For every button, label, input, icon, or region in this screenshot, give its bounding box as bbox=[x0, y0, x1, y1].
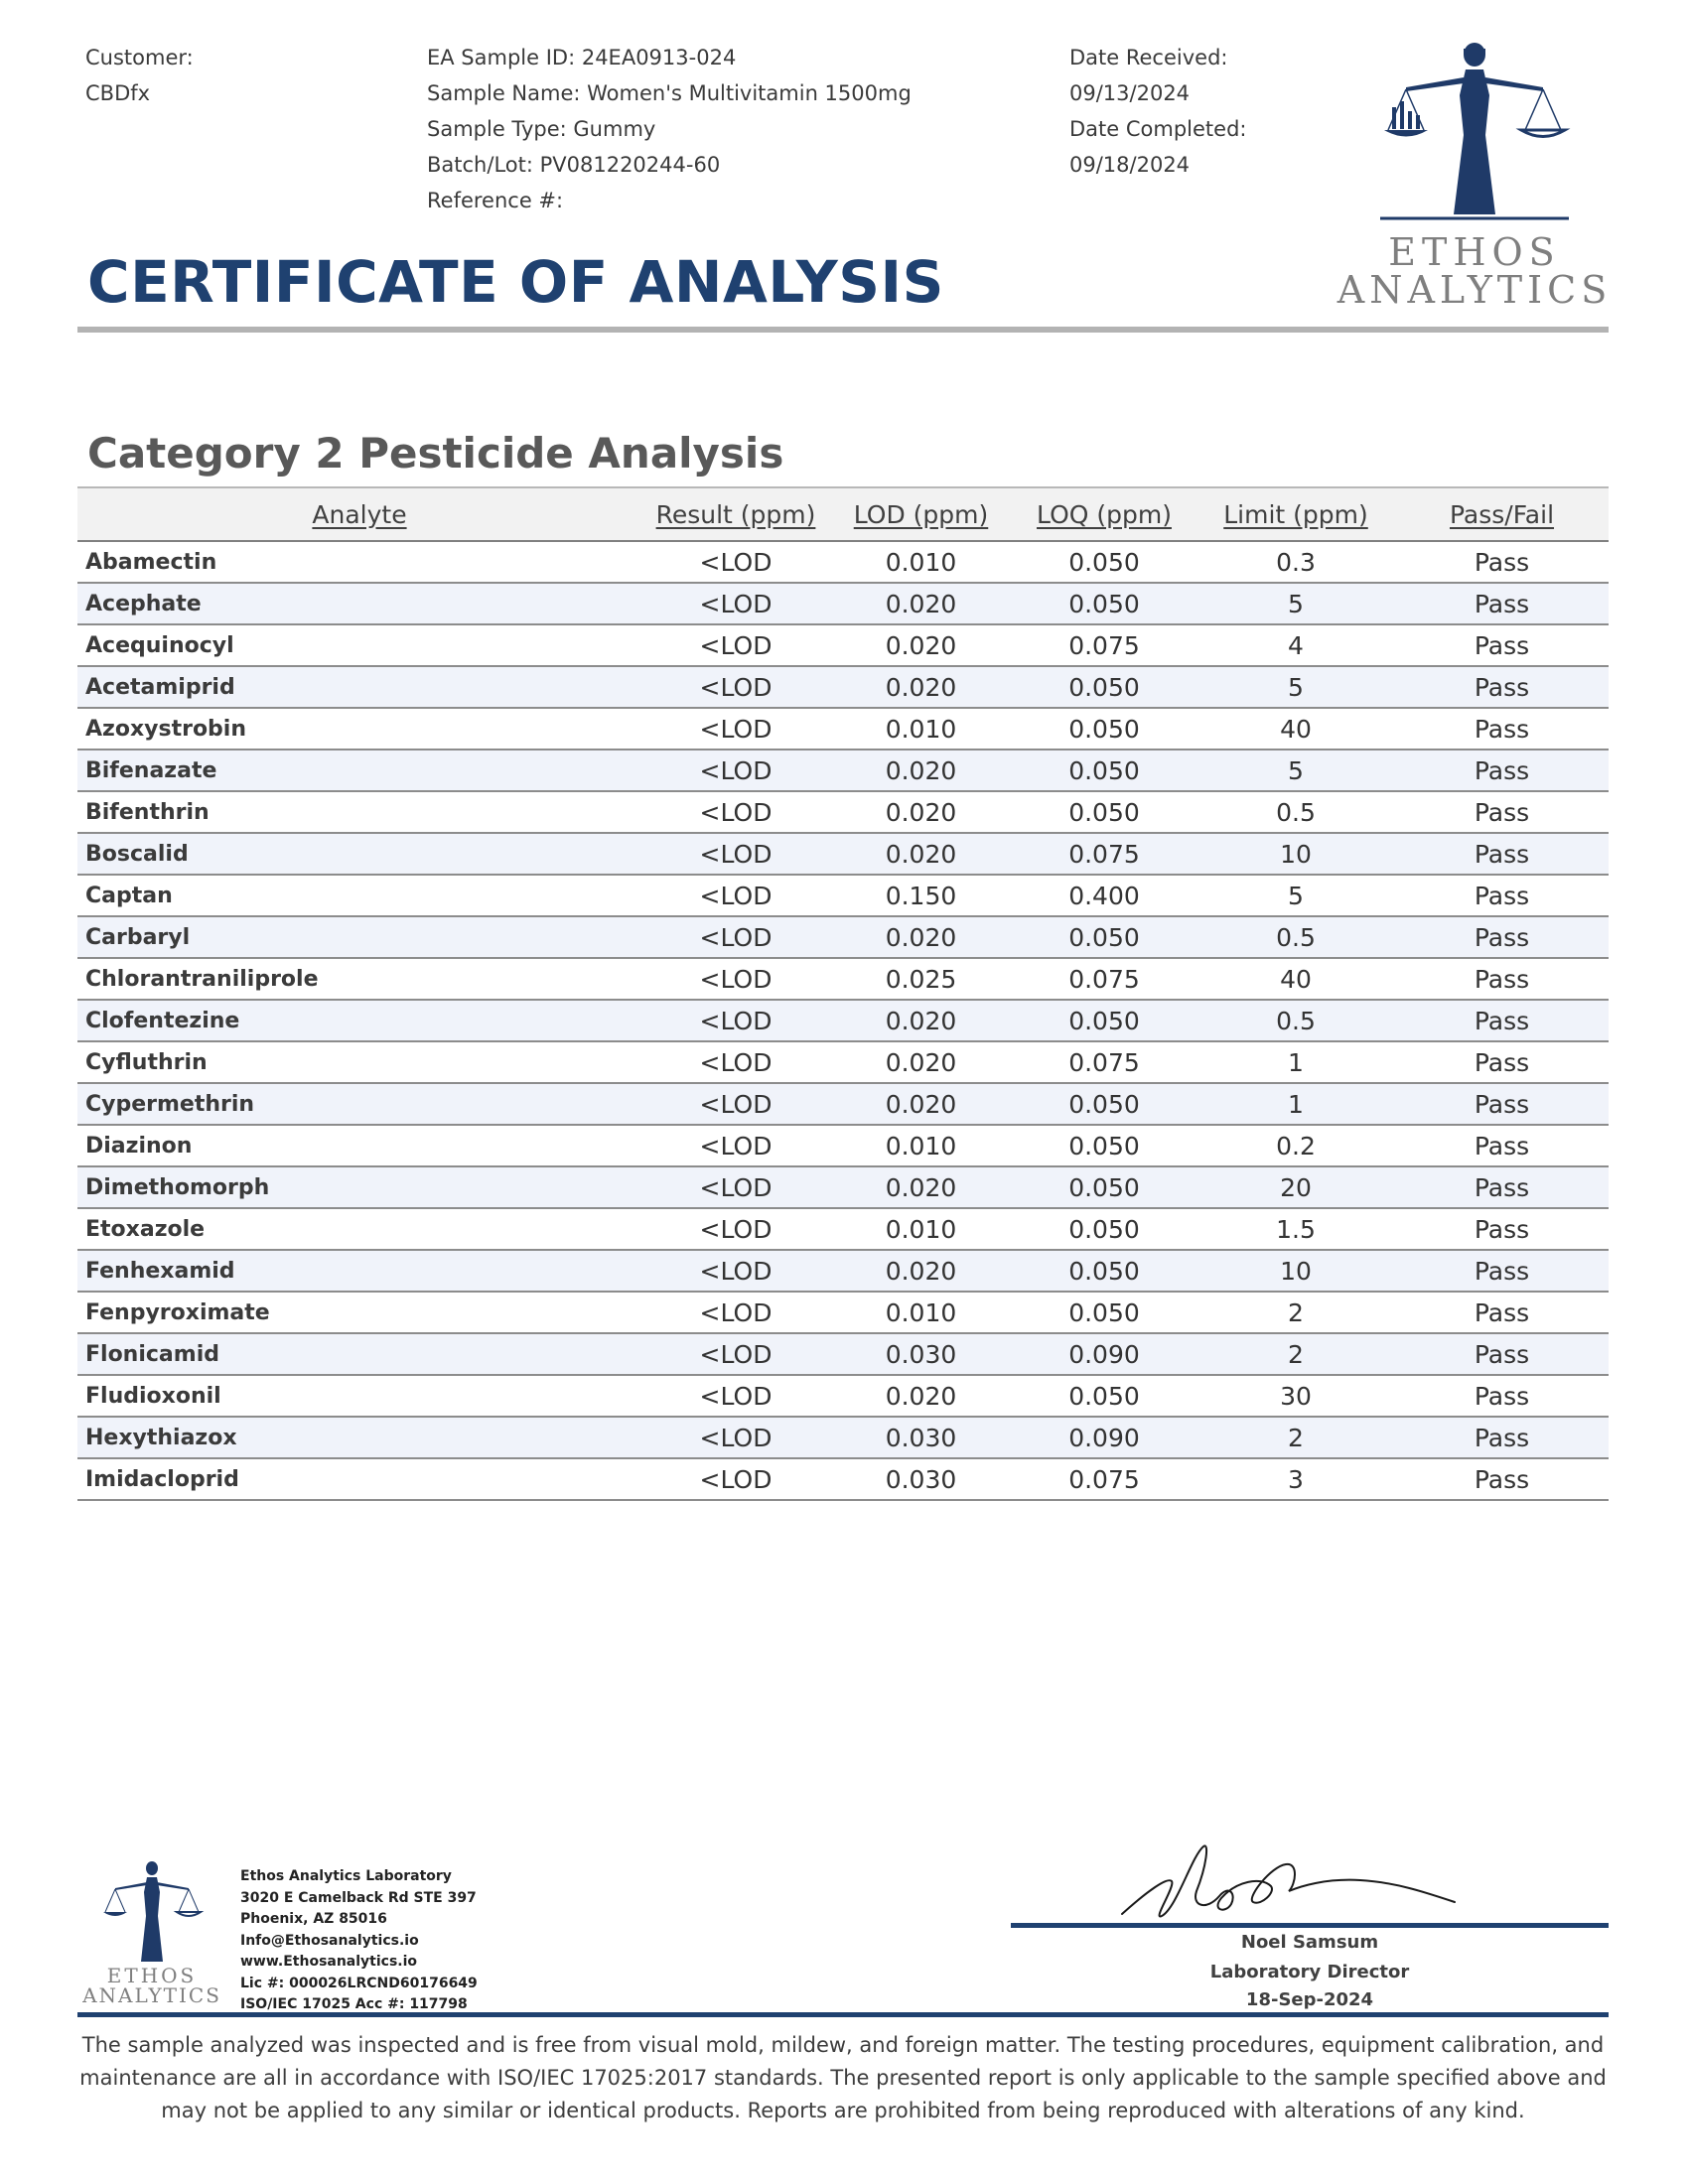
result-cell: <LOD bbox=[641, 708, 830, 750]
lod-cell: 0.020 bbox=[830, 1000, 1012, 1041]
loq-cell: 0.050 bbox=[1012, 916, 1196, 958]
footer-logo-text-analytics: ANALYTICS bbox=[82, 1983, 221, 2007]
limit-cell: 2 bbox=[1196, 1292, 1395, 1333]
analyte-cell: Cypermethrin bbox=[77, 1083, 641, 1125]
limit-cell: 0.5 bbox=[1196, 791, 1395, 833]
loq-cell: 0.050 bbox=[1012, 791, 1196, 833]
lod-cell: 0.010 bbox=[830, 1125, 1012, 1166]
analyte-cell: Acephate bbox=[77, 583, 641, 624]
column-header-analyte: Analyte bbox=[77, 487, 641, 541]
table-row bbox=[77, 1333, 1609, 1375]
result-cell: <LOD bbox=[641, 1041, 830, 1083]
limit-cell: 4 bbox=[1196, 624, 1395, 666]
result-cell: <LOD bbox=[641, 958, 830, 1000]
table-row bbox=[77, 1166, 1609, 1208]
result-cell: <LOD bbox=[641, 624, 830, 666]
pass-fail-cell: Pass bbox=[1395, 1417, 1609, 1458]
limit-cell: 1.5 bbox=[1196, 1208, 1395, 1250]
result-cell: <LOD bbox=[641, 916, 830, 958]
limit-cell: 40 bbox=[1196, 708, 1395, 750]
table-row bbox=[77, 791, 1609, 833]
limit-cell: 30 bbox=[1196, 1375, 1395, 1417]
loq-cell: 0.050 bbox=[1012, 708, 1196, 750]
limit-cell: 10 bbox=[1196, 833, 1395, 875]
lab-iso-accreditation: ISO/IEC 17025 Acc #: 117798 bbox=[240, 1996, 468, 2012]
pass-fail-cell: Pass bbox=[1395, 624, 1609, 666]
analyte-cell: Cyfluthrin bbox=[77, 1041, 641, 1083]
lod-cell: 0.020 bbox=[830, 1041, 1012, 1083]
table-row bbox=[77, 1000, 1609, 1041]
disclaimer-text: The sample analyzed was inspected and is free from visual mold, mildew, and foreign matter. The testing procedures, equipment calibration, and maintenance are all in accordance with ISO/IEC 17025:2017 standards. The presented report is only applicable to the sample specified above and may not be applied to any similar or identical products. Reports are prohibited from being reproduced with alterations of any kind. bbox=[79, 2033, 1607, 2122]
pass-fail-cell: Pass bbox=[1395, 1125, 1609, 1166]
analyte-cell: Hexythiazox bbox=[77, 1417, 641, 1458]
pass-fail-cell: Pass bbox=[1395, 1166, 1609, 1208]
result-cell: <LOD bbox=[641, 1417, 830, 1458]
table-row bbox=[77, 1083, 1609, 1125]
lod-cell: 0.020 bbox=[830, 833, 1012, 875]
loq-cell: 0.050 bbox=[1012, 1166, 1196, 1208]
table-row bbox=[77, 875, 1609, 916]
lod-cell: 0.030 bbox=[830, 1333, 1012, 1375]
analyte-cell: Bifenthrin bbox=[77, 791, 641, 833]
limit-cell: 2 bbox=[1196, 1417, 1395, 1458]
lod-cell: 0.010 bbox=[830, 708, 1012, 750]
pass-fail-cell: Pass bbox=[1395, 875, 1609, 916]
result-cell: <LOD bbox=[641, 1083, 830, 1125]
analyte-cell: Bifenazate bbox=[77, 750, 641, 791]
sign-date: 18-Sep-2024 bbox=[1245, 1989, 1374, 2010]
footer-logo bbox=[77, 1858, 226, 2017]
limit-cell: 5 bbox=[1196, 750, 1395, 791]
table-row bbox=[77, 916, 1609, 958]
result-cell: <LOD bbox=[641, 833, 830, 875]
customer-value: CBDfx bbox=[85, 81, 151, 105]
loq-cell: 0.050 bbox=[1012, 583, 1196, 624]
lod-cell: 0.020 bbox=[830, 624, 1012, 666]
pesticide-results-table bbox=[77, 486, 1609, 1501]
analyte-cell: Fenhexamid bbox=[77, 1250, 641, 1292]
pass-fail-cell: Pass bbox=[1395, 1333, 1609, 1375]
lod-cell: 0.020 bbox=[830, 750, 1012, 791]
result-cell: <LOD bbox=[641, 1250, 830, 1292]
limit-cell: 1 bbox=[1196, 1083, 1395, 1125]
title-divider bbox=[77, 327, 1609, 333]
lod-cell: 0.020 bbox=[830, 583, 1012, 624]
pass-fail-cell: Pass bbox=[1395, 1458, 1609, 1500]
result-cell: <LOD bbox=[641, 1458, 830, 1500]
table-row bbox=[77, 833, 1609, 875]
loq-cell: 0.050 bbox=[1012, 1250, 1196, 1292]
analyte-cell: Chlorantraniliprole bbox=[77, 958, 641, 1000]
table-row bbox=[77, 1041, 1609, 1083]
table-row bbox=[77, 750, 1609, 791]
limit-cell: 0.3 bbox=[1196, 541, 1395, 583]
result-cell: <LOD bbox=[641, 1208, 830, 1250]
customer-block bbox=[85, 40, 194, 111]
result-cell: <LOD bbox=[641, 791, 830, 833]
pass-fail-cell: Pass bbox=[1395, 1292, 1609, 1333]
limit-cell: 5 bbox=[1196, 583, 1395, 624]
date-completed-label: Date Completed: bbox=[1069, 117, 1247, 141]
limit-cell: 2 bbox=[1196, 1333, 1395, 1375]
analyte-cell: Captan bbox=[77, 875, 641, 916]
lod-cell: 0.010 bbox=[830, 541, 1012, 583]
loq-cell: 0.075 bbox=[1012, 958, 1196, 1000]
date-completed-value: 09/18/2024 bbox=[1069, 153, 1191, 177]
table-row bbox=[77, 958, 1609, 1000]
loq-cell: 0.050 bbox=[1012, 750, 1196, 791]
limit-cell: 10 bbox=[1196, 1250, 1395, 1292]
result-cell: <LOD bbox=[641, 541, 830, 583]
loq-cell: 0.075 bbox=[1012, 624, 1196, 666]
pass-fail-cell: Pass bbox=[1395, 541, 1609, 583]
pass-fail-cell: Pass bbox=[1395, 1208, 1609, 1250]
lab-city: Phoenix, AZ 85016 bbox=[240, 1911, 387, 1927]
footer-divider bbox=[77, 2012, 1609, 2017]
result-cell: <LOD bbox=[641, 1000, 830, 1041]
table-row bbox=[77, 1417, 1609, 1458]
scales-of-justice-icon bbox=[1331, 36, 1618, 224]
pass-fail-cell: Pass bbox=[1395, 1250, 1609, 1292]
column-header-loq: LOQ (ppm) bbox=[1012, 487, 1196, 541]
lod-cell: 0.020 bbox=[830, 1250, 1012, 1292]
analyte-cell: Acequinocyl bbox=[77, 624, 641, 666]
loq-cell: 0.400 bbox=[1012, 875, 1196, 916]
table-row bbox=[77, 1208, 1609, 1250]
lod-cell: 0.020 bbox=[830, 791, 1012, 833]
table-header-row bbox=[77, 487, 1609, 541]
footer-logo-text-ethos: ETHOS bbox=[106, 1964, 198, 1987]
lab-name: Ethos Analytics Laboratory bbox=[240, 1868, 452, 1884]
column-header-limit: Limit (ppm) bbox=[1196, 487, 1395, 541]
analyte-cell: Dimethomorph bbox=[77, 1166, 641, 1208]
analyte-cell: Carbaryl bbox=[77, 916, 641, 958]
signature-line bbox=[1011, 1923, 1609, 1928]
limit-cell: 3 bbox=[1196, 1458, 1395, 1500]
pass-fail-cell: Pass bbox=[1395, 708, 1609, 750]
limit-cell: 40 bbox=[1196, 958, 1395, 1000]
lab-email: Info@Ethosanalytics.io bbox=[240, 1932, 419, 1949]
lod-cell: 0.030 bbox=[830, 1417, 1012, 1458]
limit-cell: 1 bbox=[1196, 1041, 1395, 1083]
customer-label: Customer: bbox=[85, 46, 194, 69]
analyte-cell: Fludioxonil bbox=[77, 1375, 641, 1417]
result-cell: <LOD bbox=[641, 1292, 830, 1333]
analyte-cell: Flonicamid bbox=[77, 1333, 641, 1375]
lod-cell: 0.030 bbox=[830, 1458, 1012, 1500]
loq-cell: 0.075 bbox=[1012, 1041, 1196, 1083]
ethos-logo bbox=[1331, 36, 1618, 314]
lab-website: www.Ethosanalytics.io bbox=[240, 1954, 418, 1970]
table-row bbox=[77, 708, 1609, 750]
analyte-cell: Etoxazole bbox=[77, 1208, 641, 1250]
result-cell: <LOD bbox=[641, 1166, 830, 1208]
lod-cell: 0.020 bbox=[830, 1375, 1012, 1417]
table-row bbox=[77, 1125, 1609, 1166]
limit-cell: 0.5 bbox=[1196, 916, 1395, 958]
logo-text-analytics: ANALYTICS bbox=[1336, 268, 1613, 312]
lod-cell: 0.020 bbox=[830, 916, 1012, 958]
loq-cell: 0.050 bbox=[1012, 1292, 1196, 1333]
sample-name: Sample Name: Women's Multivitamin 1500mg bbox=[427, 81, 912, 105]
pass-fail-cell: Pass bbox=[1395, 916, 1609, 958]
date-received-value: 09/13/2024 bbox=[1069, 81, 1191, 105]
result-cell: <LOD bbox=[641, 1125, 830, 1166]
lod-cell: 0.150 bbox=[830, 875, 1012, 916]
pass-fail-cell: Pass bbox=[1395, 583, 1609, 624]
limit-cell: 20 bbox=[1196, 1166, 1395, 1208]
analyte-cell: Abamectin bbox=[77, 541, 641, 583]
analyte-cell: Acetamiprid bbox=[77, 666, 641, 708]
sample-id: EA Sample ID: 24EA0913-024 bbox=[427, 46, 737, 69]
limit-cell: 5 bbox=[1196, 666, 1395, 708]
pass-fail-cell: Pass bbox=[1395, 833, 1609, 875]
column-header-pass-fail: Pass/Fail bbox=[1395, 487, 1609, 541]
table-body bbox=[77, 541, 1609, 1500]
batch-lot: Batch/Lot: PV081220244-60 bbox=[427, 153, 721, 177]
table-row bbox=[77, 1458, 1609, 1500]
lod-cell: 0.025 bbox=[830, 958, 1012, 1000]
loq-cell: 0.090 bbox=[1012, 1417, 1196, 1458]
scales-of-justice-icon bbox=[77, 1858, 226, 1968]
result-cell: <LOD bbox=[641, 1333, 830, 1375]
table-row bbox=[77, 624, 1609, 666]
loq-cell: 0.050 bbox=[1012, 1125, 1196, 1166]
limit-cell: 5 bbox=[1196, 875, 1395, 916]
limit-cell: 0.2 bbox=[1196, 1125, 1395, 1166]
loq-cell: 0.075 bbox=[1012, 1458, 1196, 1500]
table-row bbox=[77, 1292, 1609, 1333]
section-title: Category 2 Pesticide Analysis bbox=[87, 429, 784, 478]
reference-number: Reference #: bbox=[427, 189, 564, 212]
loq-cell: 0.050 bbox=[1012, 666, 1196, 708]
result-cell: <LOD bbox=[641, 875, 830, 916]
lod-cell: 0.020 bbox=[830, 1083, 1012, 1125]
analyte-cell: Diazinon bbox=[77, 1125, 641, 1166]
table-row bbox=[77, 1250, 1609, 1292]
page-title: CERTIFICATE OF ANALYSIS bbox=[87, 248, 944, 316]
lab-license: Lic #: 000026LRCND60176649 bbox=[240, 1975, 478, 1991]
table-row bbox=[77, 666, 1609, 708]
analyte-cell: Fenpyroximate bbox=[77, 1292, 641, 1333]
signer-name: Noel Samsum bbox=[1240, 1932, 1379, 1953]
analyte-cell: Clofentezine bbox=[77, 1000, 641, 1041]
logo-text-ethos: ETHOS bbox=[1388, 230, 1561, 274]
pass-fail-cell: Pass bbox=[1395, 1375, 1609, 1417]
lod-cell: 0.020 bbox=[830, 1166, 1012, 1208]
loq-cell: 0.050 bbox=[1012, 1208, 1196, 1250]
lab-address-block bbox=[240, 1866, 478, 2016]
result-cell: <LOD bbox=[641, 666, 830, 708]
table-row bbox=[77, 1375, 1609, 1417]
signer-title: Laboratory Director bbox=[1209, 1962, 1410, 1982]
lod-cell: 0.010 bbox=[830, 1292, 1012, 1333]
loq-cell: 0.050 bbox=[1012, 541, 1196, 583]
analyte-cell: Imidacloprid bbox=[77, 1458, 641, 1500]
sample-type: Sample Type: Gummy bbox=[427, 117, 656, 141]
signature-image bbox=[1112, 1837, 1470, 1926]
pass-fail-cell: Pass bbox=[1395, 1041, 1609, 1083]
analyte-cell: Azoxystrobin bbox=[77, 708, 641, 750]
lab-street: 3020 E Camelback Rd STE 397 bbox=[240, 1889, 477, 1906]
lod-cell: 0.010 bbox=[830, 1208, 1012, 1250]
sample-info-block bbox=[427, 40, 912, 218]
pass-fail-cell: Pass bbox=[1395, 1083, 1609, 1125]
loq-cell: 0.050 bbox=[1012, 1375, 1196, 1417]
loq-cell: 0.075 bbox=[1012, 833, 1196, 875]
pass-fail-cell: Pass bbox=[1395, 750, 1609, 791]
pass-fail-cell: Pass bbox=[1395, 1000, 1609, 1041]
limit-cell: 0.5 bbox=[1196, 1000, 1395, 1041]
lod-cell: 0.020 bbox=[830, 666, 1012, 708]
column-header-result: Result (ppm) bbox=[641, 487, 830, 541]
table-row bbox=[77, 541, 1609, 583]
pass-fail-cell: Pass bbox=[1395, 791, 1609, 833]
table-row bbox=[77, 583, 1609, 624]
loq-cell: 0.050 bbox=[1012, 1000, 1196, 1041]
column-header-lod: LOD (ppm) bbox=[830, 487, 1012, 541]
pass-fail-cell: Pass bbox=[1395, 666, 1609, 708]
result-cell: <LOD bbox=[641, 750, 830, 791]
analyte-cell: Boscalid bbox=[77, 833, 641, 875]
result-cell: <LOD bbox=[641, 1375, 830, 1417]
date-received-label: Date Received: bbox=[1069, 46, 1228, 69]
result-cell: <LOD bbox=[641, 583, 830, 624]
loq-cell: 0.050 bbox=[1012, 1083, 1196, 1125]
pass-fail-cell: Pass bbox=[1395, 958, 1609, 1000]
loq-cell: 0.090 bbox=[1012, 1333, 1196, 1375]
dates-block bbox=[1069, 40, 1246, 183]
